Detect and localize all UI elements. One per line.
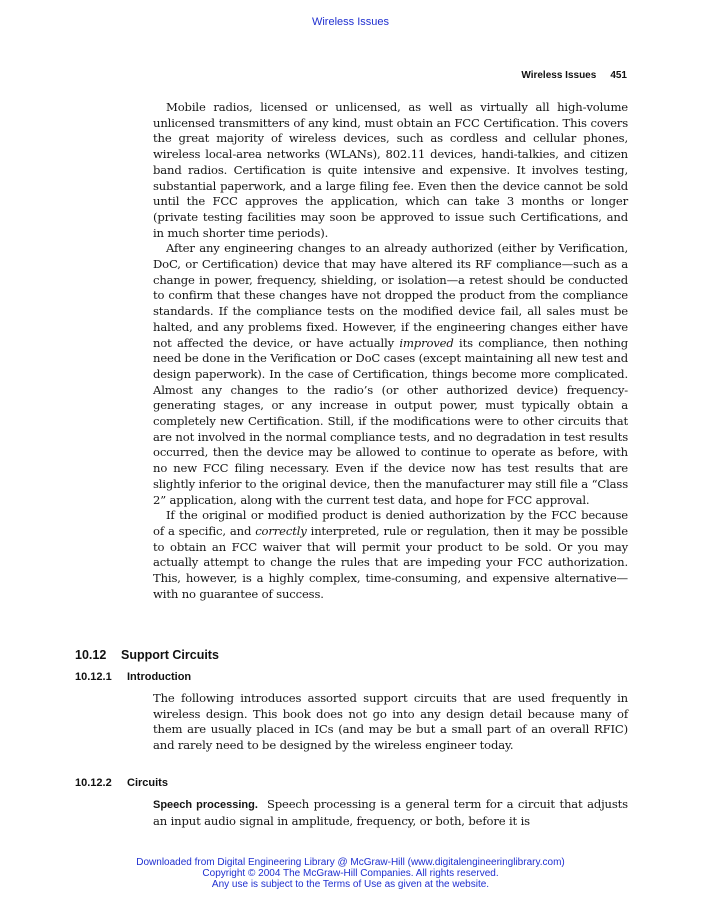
footer-notice — [0, 857, 701, 890]
paragraph-text: interpreted, rule or regulation, then it may be possible to obtain an FCC waiver that will permit your product to be sold. Or you may actually attempt to change the rules that are impeding your FCC authorization. This, however, is a highly complex, time-consuming, and expensive alternative—with no guarantee of success. — [153, 523, 628, 601]
section-number: 10.12 — [75, 648, 107, 662]
paragraph-certification — [153, 100, 628, 241]
paragraph-speech-processing — [153, 797, 628, 829]
subsection-number: 10.12.1 — [75, 671, 112, 683]
speech-processing-text — [153, 797, 628, 829]
subsection-number: 10.12.2 — [75, 777, 112, 789]
footer-copyright: Copyright © 2004 The McGraw-Hill Companies. All rights reserved. — [202, 868, 499, 879]
paragraph-text: If the original or modified product is denied authorization by the FCC because of a specific, and — [153, 508, 628, 538]
run-in-heading: Speech processing. — [153, 799, 258, 811]
top-title-link[interactable]: Wireless Issues — [311, 16, 390, 28]
section-heading — [75, 648, 219, 662]
page-number: 451 — [610, 70, 627, 81]
subsection-heading-circuits — [75, 777, 168, 789]
subsection-heading-introduction — [75, 671, 191, 683]
emphasis-word: correctly — [255, 523, 307, 538]
running-head-title: Wireless Issues — [521, 70, 597, 81]
subsection-title: Introduction — [127, 671, 192, 683]
subsection-title: Circuits — [127, 777, 168, 789]
paragraph-text: Mobile radios, licensed or unlicensed, as well as virtually all high-volume unlicensed transmitters of any kind, must obtain an FCC Certification. This covers the great majority of wireless devices, such as cordless and cellular phones, wireless local-area networks (WLANs), 802.11 devices, handi-talkies, and citizen band radios. Certification is quite intensive and expensive. It involves testing, substantial paperwork, and a large filing fee. Even then the device cannot be sold until the FCC approves the application, which can take 3 months or longer (private testing facilities may soon be approved to issue such Certifications, and in much shorter time periods). — [153, 100, 628, 240]
footer-terms-link[interactable]: Any use is subject to the Terms of Use as given at the website. — [211, 879, 490, 890]
paragraph-text: its compliance, then nothing need be done in the Verification or DoC cases (except maintaining all new test and design paperwork). In the case of Certification, things become more complicated. Almost any changes to the radio’s (or other authorized device) frequency-generating stages, or any increase in output power, must typically obtain a completely new Certification. Still, if the modifications were to other circuits that are not involved in the normal compliance tests, and no degradation in test results occurred, then the device may be allowed to continue to operate as before, with no new FCC filing necessary. Even if the device now has test results that are slightly inferior to the original device, then the manufacturer may still file a “Class 2” application, along with the current test data, and hope for FCC approval. — [153, 335, 628, 507]
emphasis-word: improved — [399, 335, 454, 350]
paragraph-text: Speech processing is a general term for a circuit that adjusts an input audio signal in amplitude, frequency, or both, before it is — [153, 797, 628, 828]
introduction-text — [153, 691, 628, 754]
footer-download-link[interactable]: Downloaded from Digital Engineering Library @ McGraw-Hill (www.digitalengineeringlibrary.com) — [136, 857, 565, 868]
main-body-text — [153, 100, 628, 603]
paragraph-text: After any engineering changes to an already authorized (either by Verification, DoC, or Certification) device that may have altered its RF compliance—such as a change in power, frequency, shielding, or isolation—a retest should be conducted to confirm that these changes have not dropped the product from the compliance standards. If the compliance tests on the modified device fail, all sales must be halted, and any problems fixed. However, if the engineering changes either have not affected the device, or have actually — [153, 241, 628, 350]
paragraph-engineering-changes — [153, 241, 628, 508]
section-title: Support Circuits — [121, 648, 219, 662]
running-head — [521, 70, 627, 81]
paragraph-waiver — [153, 508, 628, 602]
paragraph-introduction: The following introduces assorted support circuits that are used frequently in wireless design. This book does not go into any design detail because many of them are usually placed in ICs (and may be but a small part of an overall RFIC) and rarely need to be designed by the wireless engineer today. — [153, 691, 628, 753]
